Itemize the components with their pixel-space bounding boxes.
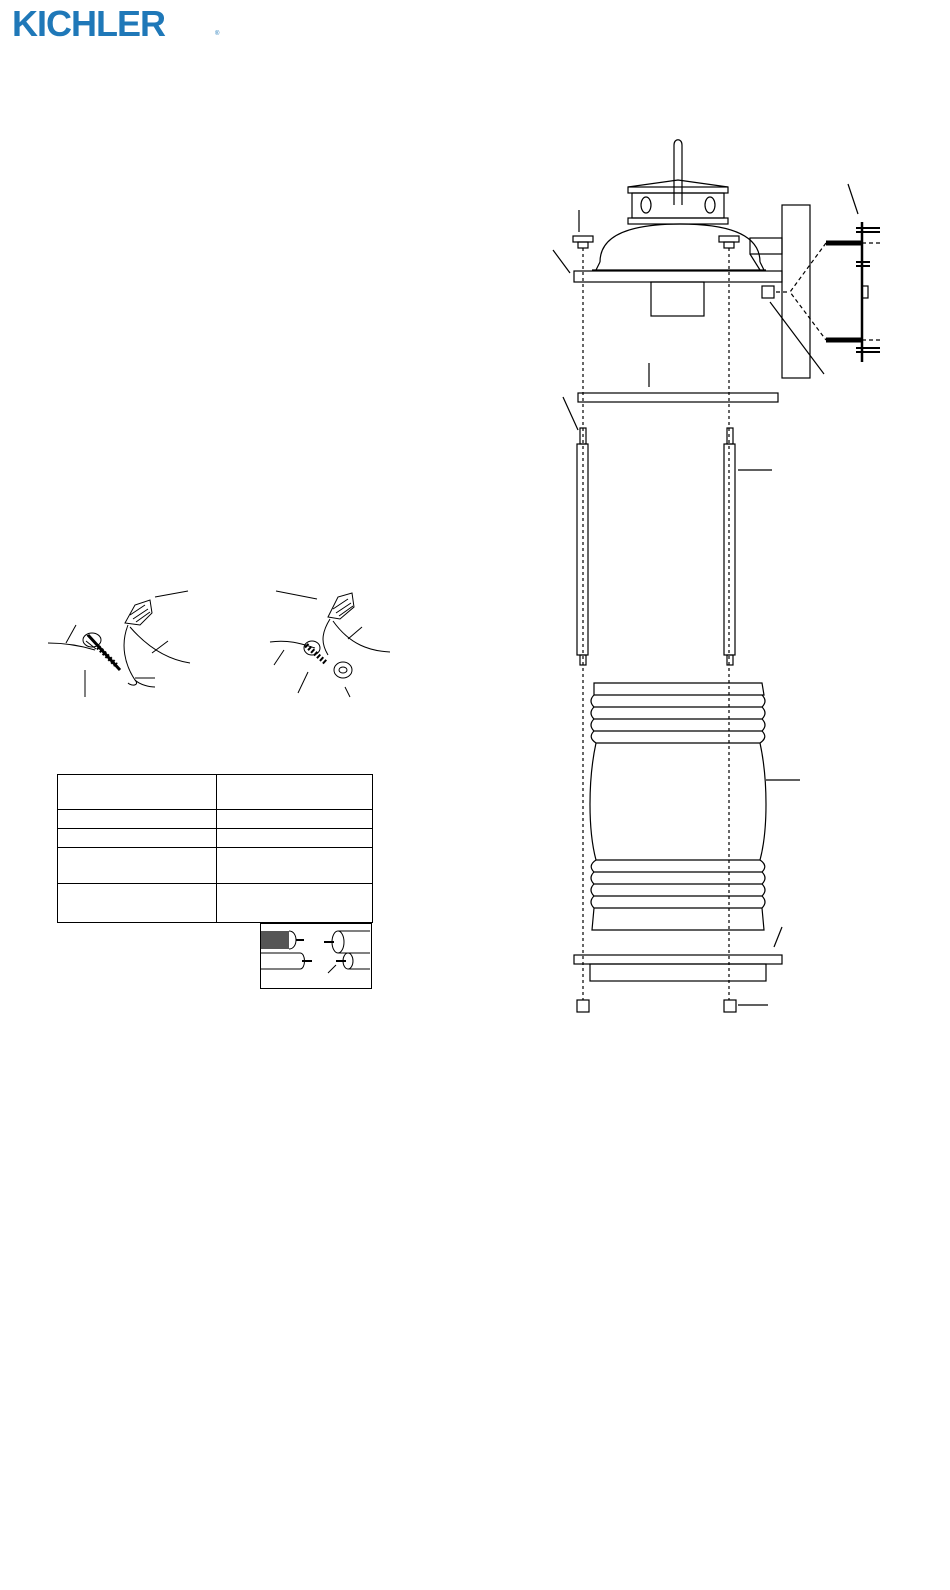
top-finial-left bbox=[573, 236, 593, 248]
top-glass-plate bbox=[578, 393, 778, 402]
table-row-divider bbox=[58, 828, 372, 829]
mounting-bracket bbox=[776, 222, 880, 362]
bottom-nut-right bbox=[724, 1000, 736, 1012]
alignment-lines bbox=[583, 248, 729, 1000]
callout-leaders bbox=[553, 184, 858, 1005]
table-column-divider bbox=[216, 775, 217, 922]
top-finial-right bbox=[719, 236, 739, 248]
support-rod-right bbox=[724, 428, 735, 665]
table-row-divider bbox=[58, 847, 372, 848]
kichler-logo bbox=[12, 2, 227, 42]
top-cap bbox=[628, 180, 728, 224]
bottom-nut-left bbox=[577, 1000, 589, 1012]
table-row-divider bbox=[58, 809, 372, 810]
hanging-loop bbox=[674, 140, 682, 205]
fixture-dome bbox=[574, 224, 782, 282]
socket bbox=[651, 282, 704, 316]
svg-text:®: ® bbox=[215, 31, 220, 37]
wiring-illustration bbox=[40, 575, 400, 705]
right-wire-connection bbox=[270, 591, 390, 697]
support-rod-left bbox=[577, 428, 588, 665]
exploded-assembly-diagram bbox=[540, 135, 900, 1025]
wire-detail-illustration bbox=[260, 923, 372, 989]
wire-identification-table bbox=[57, 774, 373, 923]
glass-globe bbox=[590, 683, 766, 930]
bottom-base bbox=[574, 955, 782, 981]
svg-text:KICHLER: KICHLER bbox=[12, 3, 165, 42]
left-wire-connection bbox=[48, 591, 190, 697]
table-row-divider bbox=[58, 883, 372, 884]
